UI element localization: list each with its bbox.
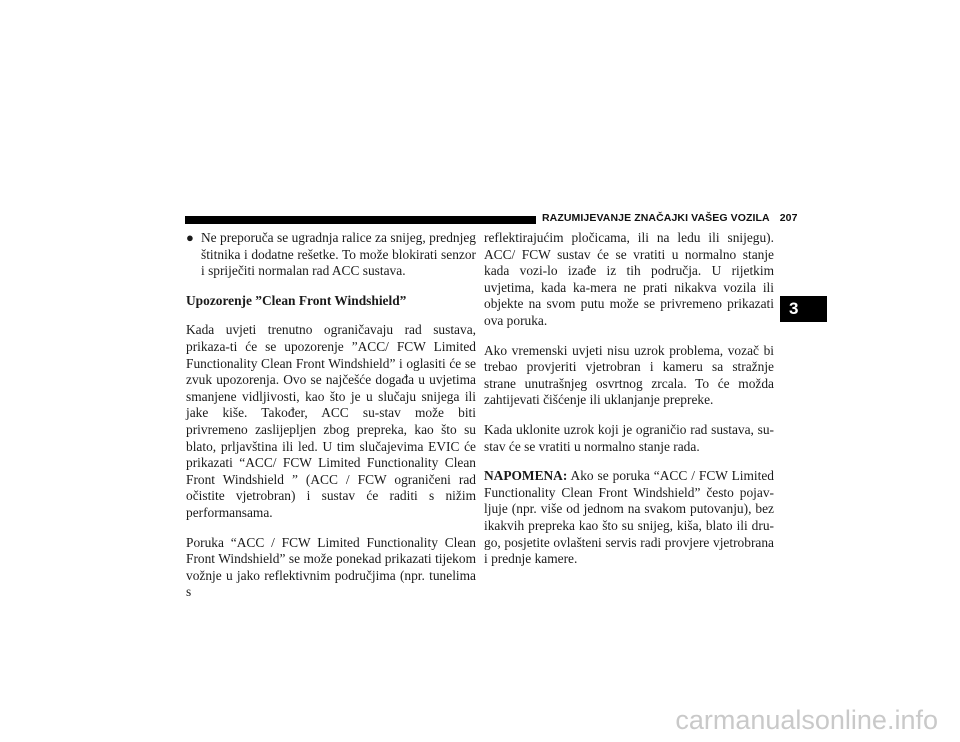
section-heading: Upozorenje ”Clean Front Windshield”	[186, 292, 407, 308]
note-paragraph	[484, 468, 774, 568]
bullet-dot-icon: ●	[186, 230, 194, 245]
running-header	[542, 212, 798, 224]
page-number: 207	[779, 212, 798, 224]
paragraph: Kada uvjeti trenutno ograničavaju rad sustava, prikaza-ti će se upozorenje ”ACC/ FCW Limited Functionality Clean Front Windshield” i oglasiti će se zvuk upozorenja. Ovo se najčešće događa u uvjetima smanjene vidljivosti, kao što je u slučaju snijega ili jake kiše. Također, ACC su-stav može biti privremeno zaslijepljen zbog prepreka, kao što su blato, prljavština ili led. U tim slučajevima EVIC će prikazati “ACC/ FCW Limited Functionality Clean Front Windshield ” (ACC / FCW ograničeni rad očistite vjetrobran) i sustav će raditi s nižim performansama.	[186, 322, 476, 520]
paragraph: Ako vremenski uvjeti nisu uzrok problema, vozač bi trebao provjeriti vjetrobran i kameru sa stražnje strane unutrašnjeg osvrtnog zrcala. To će možda zahtijevati čišćenje ili uklanjanje prepreke.	[484, 342, 774, 408]
right-column	[484, 230, 774, 581]
paragraph: Kada uklonite uzrok koji je ograničio rad sustava, su-stav će se vratiti u normalno stanje rada.	[484, 421, 774, 454]
bullet-item	[186, 230, 476, 280]
watermark: carmanualsonline.info	[675, 705, 938, 735]
bullet-text: Ne preporuča se ugradnja ralice za snijeg, prednjeg štitnika i dodatne rešetke. To može blokirati senzor i spriječiti normalan rad ACC sustava.	[201, 230, 476, 279]
header-rule	[185, 216, 536, 224]
left-column	[186, 230, 476, 614]
paragraph: Poruka “ACC / FCW Limited Functionality Clean Front Windshield” se može ponekad prikazati tijekom vožnje u jako reflektivnim područjima (npr. tunelima s	[186, 534, 476, 600]
section-title: RAZUMIJEVANJE ZNAČAJKI VAŠEG VOZILA	[542, 212, 770, 224]
note-text: Ako se poruka “ACC / FCW Limited Functionality Clean Front Windshield” često pojav-ljuje (npr. više od jednom na svakom putovanju), bez ikakvih prepreka kao što su snijeg, kiša, blato ili dru-go, posjetite ovlašteni servis radi provjere vjetrobrana i prednje kamere.	[484, 468, 774, 567]
note-label: NAPOMENA:	[484, 468, 568, 484]
paragraph: reflektirajućim pločicama, ili na ledu ili snijegu). ACC/ FCW sustav će se vratiti u normalno stanje kada vozi-lo izađe iz tih područja. U rijetkim uvjetima, kada ka-mera ne prati nikakva vozila ili objekte na svom putu može se privremeno prikazati ova poruka.	[484, 230, 774, 328]
chapter-tab: 3	[780, 296, 827, 322]
